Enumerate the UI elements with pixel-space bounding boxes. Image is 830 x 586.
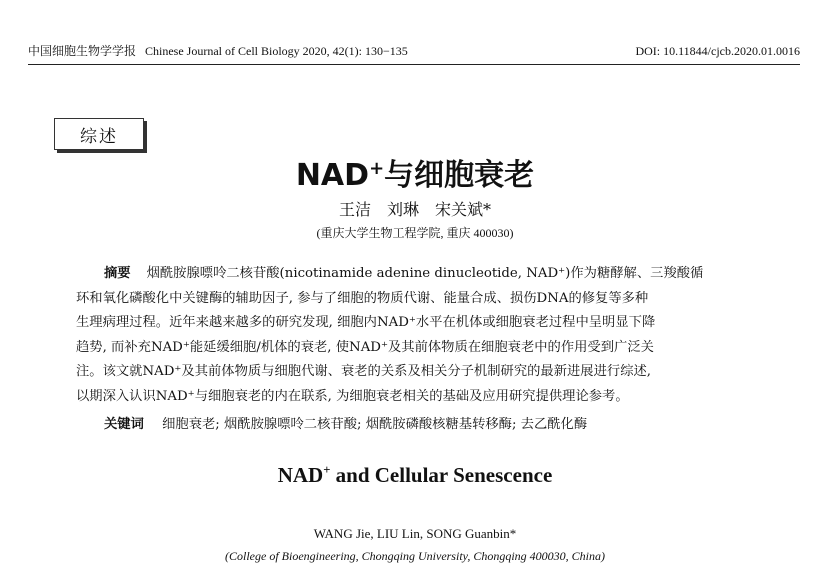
abstract-line: 生理病理过程。近年来越来越多的研究发现, 细胞内NAD⁺水平在机体或细胞衰老过程中呈明显下降	[76, 315, 656, 330]
journal-name-en: Chinese Journal of Cell Biology 2020, 42(1): 130−135	[145, 44, 408, 58]
affiliation-en: (College of Bioengineering, Chongqing University, Chongqing 400030, China)	[225, 549, 605, 563]
title-en-sup: +	[323, 463, 331, 477]
section-tag: 综述	[54, 118, 144, 150]
journal-header	[28, 42, 800, 59]
title-cn-main: NAD	[295, 158, 370, 193]
abstract	[76, 262, 748, 409]
header-rule	[28, 64, 800, 65]
authors-en: WANG Jie, LIU Lin, SONG Guanbin*	[313, 526, 517, 541]
keywords	[104, 413, 587, 432]
abstract-label: 摘要	[104, 266, 131, 281]
abstract-line: 趋势, 而补充NAD⁺能延缓细胞/机体的衰老, 使NAD⁺及其前体物质在细胞衰老中的作用受到广泛关	[76, 339, 654, 355]
title-en-rest: and Cellular Senescence	[330, 463, 553, 487]
article-title-cn	[0, 150, 830, 194]
authors-cn: 王洁 刘琳 宋关斌*	[338, 200, 491, 219]
title-cn-rest: 与细胞衰老	[384, 158, 535, 193]
abstract-line: 环和氧化磷酸化中关键酶的辅助因子, 参与了细胞的物质代谢、能量合成、损伤DNA的修复等多种	[76, 290, 649, 306]
journal-citation	[28, 42, 414, 59]
affiliation-cn: (重庆大学生物工程学院, 重庆 400030)	[316, 226, 514, 240]
keywords-label: 关键词	[104, 417, 144, 432]
abstract-line: 注。该文就NAD⁺及其前体物质与细胞代谢、衰老的关系及相关分子机制研究的最新进展进行综述,	[76, 364, 652, 379]
doi: DOI: 10.11844/cjcb.2020.01.0016	[635, 44, 800, 58]
title-cn-sup: +	[369, 158, 385, 179]
title-en-main: NAD	[277, 463, 324, 487]
abstract-line	[76, 262, 748, 287]
article-title-en	[0, 463, 830, 488]
abstract-line-text: 烟酰胺腺嘌呤二核苷酸(nicotinamide adenine dinucleotide, NAD⁺)作为糖酵解、三羧酸循	[146, 266, 704, 281]
abstract-line: 以期深入认识NAD⁺与细胞衰老的内在联系, 为细胞衰老相关的基础及应用研究提供理论参考。	[76, 388, 629, 404]
journal-name-cn: 中国细胞生物学学报	[28, 44, 137, 58]
keywords-text: 细胞衰老; 烟酰胺腺嘌呤二核苷酸; 烟酰胺磷酸核糖基转移酶; 去乙酰化酶	[162, 417, 588, 432]
